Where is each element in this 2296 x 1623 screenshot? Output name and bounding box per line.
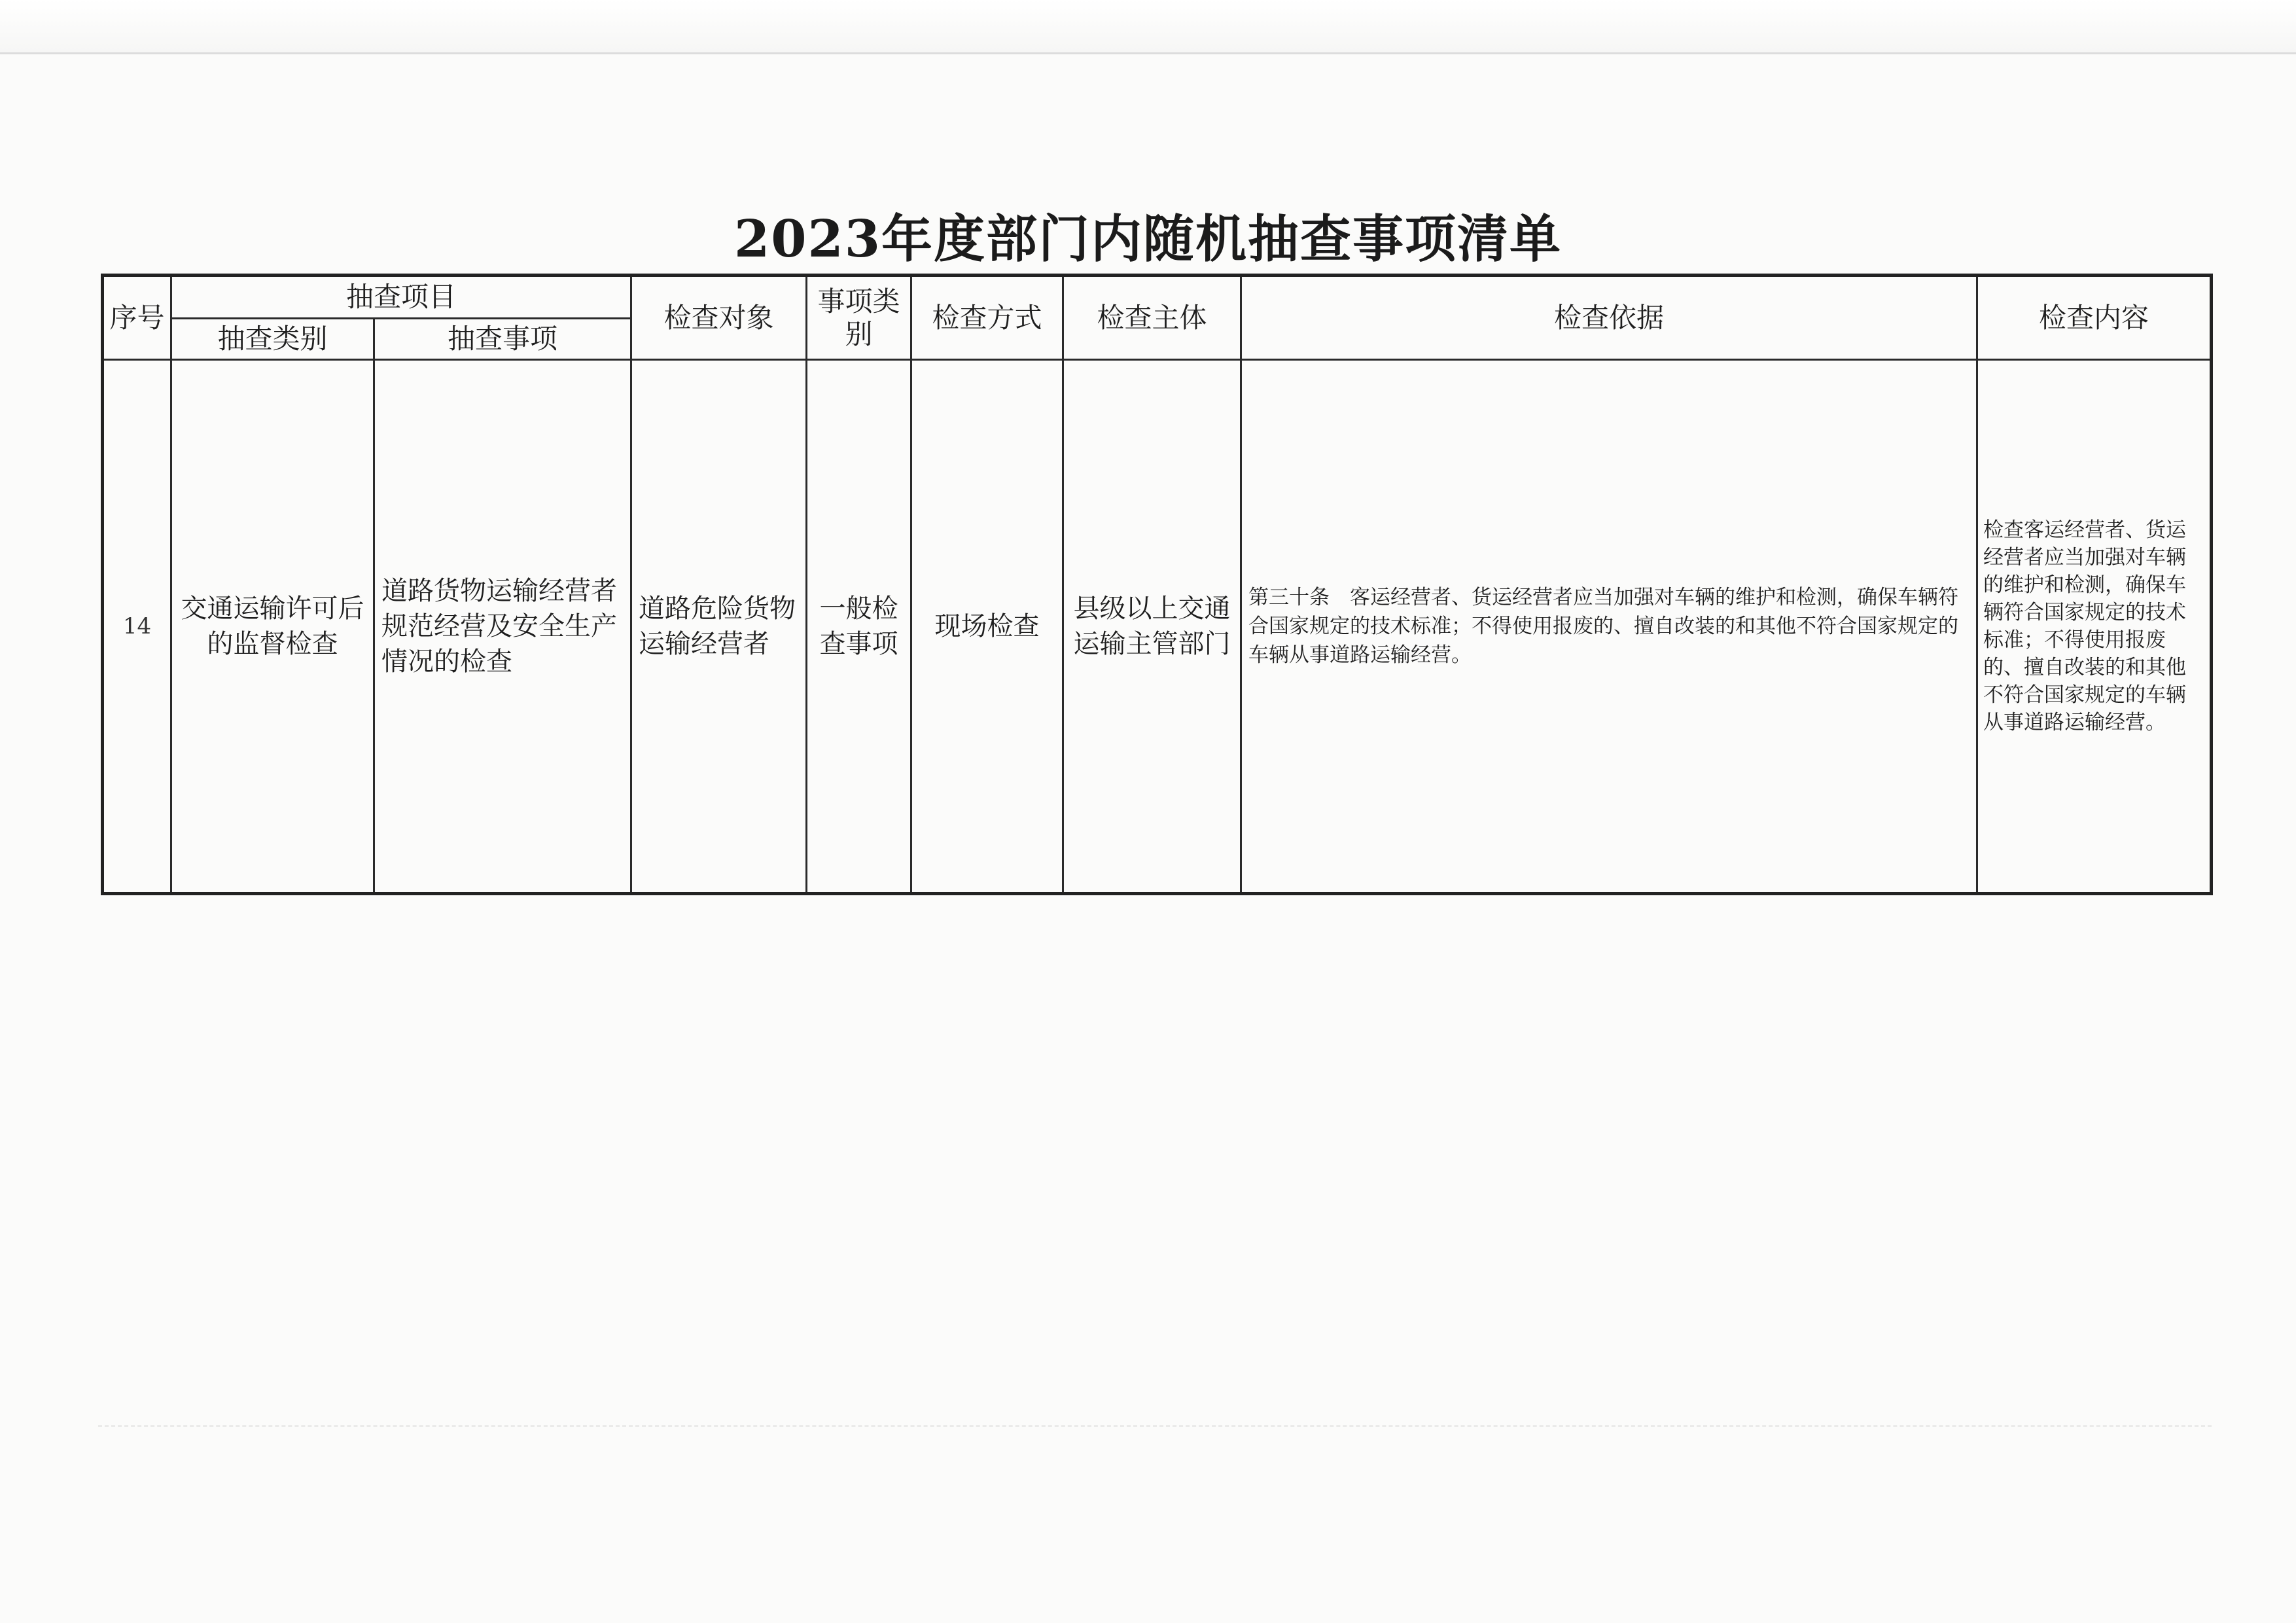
page-title: 2023年度部门内随机抽查事项清单 bbox=[733, 209, 1563, 269]
scan-top-edge bbox=[0, 0, 2296, 54]
header-item: 抽查事项 bbox=[374, 319, 631, 360]
cell-method: 现场检查 bbox=[911, 360, 1063, 894]
header-subject: 检查主体 bbox=[1063, 276, 1241, 360]
cell-category: 交通运输许可后的监督检查 bbox=[171, 360, 374, 894]
header-project-group: 抽查项目 bbox=[171, 276, 631, 319]
cell-item: 道路货物运输经营者规范经营及安全生产情况的检查 bbox=[374, 360, 631, 894]
header-method: 检查方式 bbox=[911, 276, 1063, 360]
cell-item-type: 一般检查事项 bbox=[807, 360, 911, 894]
header-target: 检查对象 bbox=[631, 276, 807, 360]
header-serial: 序号 bbox=[103, 276, 171, 360]
header-basis: 检查依据 bbox=[1241, 276, 1977, 360]
scan-artifact-line bbox=[98, 1425, 2212, 1427]
cell-serial: 14 bbox=[103, 360, 171, 894]
inspection-table bbox=[101, 274, 2213, 895]
header-item-type: 事项类别 bbox=[807, 276, 911, 360]
cell-target: 道路危险货物运输经营者 bbox=[631, 360, 807, 894]
cell-content: 检查客运经营者、货运经营者应当加强对车辆的维护和检测，确保车辆符合国家规定的技术标准；不得使用报废的、擅自改装的和其他不符合国家规定的车辆从事道路运输经营。 bbox=[1977, 360, 2212, 894]
cell-subject: 县级以上交通运输主管部门 bbox=[1063, 360, 1241, 894]
header-content: 检查内容 bbox=[1977, 276, 2212, 360]
cell-basis: 第三十条 客运经营者、货运经营者应当加强对车辆的维护和检测，确保车辆符合国家规定的技术标准；不得使用报废的、擅自改装的和其他不符合国家规定的车辆从事道路运输经营。 bbox=[1241, 360, 1977, 894]
header-category: 抽查类别 bbox=[171, 319, 374, 360]
table-row bbox=[103, 360, 2212, 894]
